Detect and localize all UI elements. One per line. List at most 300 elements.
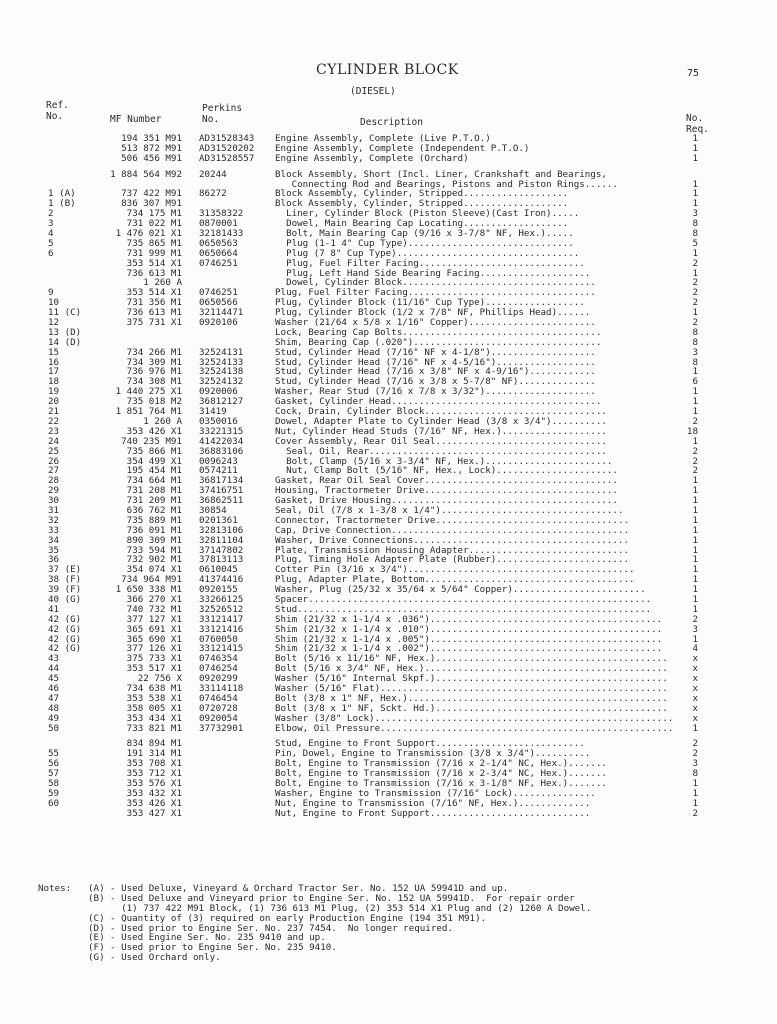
mf-number: 735 018 M2 (126, 396, 182, 408)
ref-number: 12 (48, 317, 60, 329)
quantity: x (692, 692, 698, 704)
description: Washer, Rear Stud (7/16 x 7/8 x 3/32").................... (275, 386, 596, 398)
note-key: (A) (88, 883, 105, 894)
quantity: 1 (692, 778, 698, 789)
header-ref-no: Ref. No. (46, 100, 69, 122)
quantity: 6 (692, 376, 698, 388)
ref-number: 23 (48, 425, 60, 437)
note-key: (G) (88, 952, 105, 964)
description: Washer (3/8" Lock)...................................................... (275, 712, 674, 724)
description: Plate, Transmission Housing Adapter............................. (275, 544, 630, 556)
mf-number: 377 126 X1 (126, 643, 182, 655)
mf-number: 734 175 M1 (126, 208, 182, 220)
ref-number: 20 (48, 396, 60, 408)
mf-number: 735 866 M1 (126, 445, 182, 457)
quantity: 1 (692, 504, 698, 516)
perkins-number: 30854 (199, 504, 227, 516)
page-title: CYLINDER BLOCK (316, 62, 459, 78)
quantity: 1 (692, 475, 698, 487)
mf-number: 354 499 X1 (126, 455, 182, 467)
mf-number: 1 440 275 X1 (115, 386, 182, 398)
mf-number: 734 308 M1 (126, 376, 182, 388)
perkins-number: 33121416 (199, 623, 244, 635)
perkins-number: 33114118 (199, 682, 244, 694)
perkins-number: 0746251 (199, 287, 238, 299)
description: Plug (1-1 4" Cup Type).............................. (275, 237, 574, 249)
ref-number: 29 (48, 485, 60, 497)
ref-number: 14 (D) (48, 336, 82, 348)
perkins-number: 0720728 (199, 702, 238, 714)
perkins-number: 33121417 (199, 613, 244, 625)
ref-number: 35 (48, 544, 60, 556)
ref-number: 60 (48, 797, 60, 809)
mf-number: 366 270 X1 (126, 593, 182, 605)
mf-number: 740 235 M91 (121, 435, 182, 447)
notes-label: Notes: (38, 883, 72, 894)
ref-number: 11 (C) (48, 307, 82, 319)
ref-number: 18 (48, 376, 60, 388)
mf-number: 1 476 021 X1 (115, 228, 182, 240)
perkins-number: 41374416 (199, 574, 244, 586)
quantity: x (692, 653, 698, 665)
perkins-number: 32524133 (199, 356, 244, 368)
description: Plug, Cylinder Block (1/2 x 7/8" NF, Phillips Head)...... (275, 307, 591, 319)
perkins-number: 37147802 (199, 544, 244, 556)
description: Nut, Clamp Bolt (5/16" NF, Hex., Lock)...................... (275, 465, 618, 477)
description: Shim (21/32 x 1-1/4 x .005").......................................... (275, 633, 663, 645)
quantity: 3 (692, 208, 698, 220)
header-description: Description (360, 117, 423, 128)
mf-number: 731 999 M1 (126, 247, 182, 259)
perkins-number: 32524138 (199, 366, 244, 378)
quantity: 1 (692, 133, 698, 144)
quantity: 3 (692, 623, 698, 635)
note-text: (1) 737 422 M91 Block, (1) 736 613 M1 Plug, (2) 353 514 X1 Plug and (2) 1260 A Dowel. (110, 902, 592, 914)
perkins-number: 37732901 (199, 722, 244, 734)
description: Washer (5/16" Flat).................................................... (275, 682, 668, 694)
mf-number: 731 022 M1 (126, 218, 182, 230)
quantity: 8 (692, 336, 698, 348)
mf-number: 22 756 X (137, 673, 182, 685)
perkins-number: 0574211 (199, 465, 238, 477)
mf-number: 736 976 M1 (126, 366, 182, 378)
quantity: 2 (692, 807, 698, 819)
mf-number: 506 456 M91 (121, 152, 182, 164)
quantity: x (692, 712, 698, 724)
quantity: 1 (692, 514, 698, 526)
quantity: 1 (692, 386, 698, 398)
mf-number: 513 872 M91 (121, 142, 182, 154)
perkins-number: 32114471 (199, 307, 244, 319)
perkins-number: 0610045 (199, 564, 238, 576)
quantity: 5 (692, 237, 698, 249)
ref-number: 28 (48, 475, 60, 487)
quantity: 1 (692, 396, 698, 408)
description: Cover Assembly, Rear Oil Seal............................... (275, 435, 607, 447)
mf-number: 834 894 M1 (126, 738, 182, 750)
mf-number: 1 851 764 M1 (115, 406, 182, 418)
mf-number: 365 691 X1 (126, 623, 182, 635)
quantity: 1 (692, 574, 698, 586)
quantity: 1 (692, 797, 698, 809)
quantity: 2 (692, 297, 698, 309)
ref-number: 21 (48, 406, 60, 418)
mf-number: 353 708 X1 (126, 758, 182, 770)
quantity: 2 (692, 287, 698, 299)
mf-number: 734 638 M1 (126, 682, 182, 694)
description: Engine Assembly, Complete (Independent P.T.O.) (275, 142, 530, 154)
header-qty: No. Req. (686, 113, 709, 135)
note-text: - Used Engine Ser. No. 235 9410 and up. (110, 932, 326, 944)
ref-number: 31 (48, 504, 60, 516)
note-key: (D) (88, 922, 105, 934)
header-mf-number: MF Number (110, 114, 162, 125)
ref-number: 44 (48, 663, 60, 675)
quantity: 8 (692, 228, 698, 240)
perkins-number: 32811104 (199, 534, 244, 546)
mf-number: 354 074 X1 (126, 564, 182, 576)
description: Washer, Drive Connections....................................... (275, 534, 630, 546)
mf-number: 735 865 M1 (126, 237, 182, 249)
mf-number: 736 613 M1 (126, 307, 182, 319)
quantity: 2 (692, 257, 698, 269)
perkins-number: AD31520202 (199, 142, 255, 154)
description: Washer (5/16" Internal Skpf.).......................................... (275, 673, 668, 685)
ref-number: 32 (48, 514, 60, 526)
ref-number: 57 (48, 768, 60, 780)
ref-number: 9 (48, 287, 54, 299)
mf-number: 734 266 M1 (126, 346, 182, 358)
quantity: 1 (692, 593, 698, 605)
quantity: 8 (692, 768, 698, 780)
perkins-number: 0746454 (199, 692, 238, 704)
description: Bolt, Engine to Transmission (7/16 x 2-3/4" NC, Hex.)....... (275, 768, 607, 780)
ref-number: 3 (48, 218, 54, 230)
perkins-number: 37416751 (199, 485, 244, 497)
ref-number: 30 (48, 495, 60, 507)
part-row (0, 809, 777, 819)
quantity: x (692, 702, 698, 714)
description: Seal, Oil (7/8 x 1-3/8 x 1/4")................................. (275, 504, 624, 516)
ref-number: 22 (48, 415, 60, 427)
mf-number: 731 208 M1 (126, 485, 182, 497)
quantity: 2 (692, 738, 698, 750)
ref-number: 6 (48, 247, 54, 259)
quantity: 1 (692, 198, 698, 210)
quantity: 3 (692, 346, 698, 358)
mf-number: 734 964 M91 (121, 574, 182, 586)
perkins-number: 0760050 (199, 633, 238, 645)
description: Plug, Left Hand Side Bearing Facing.................... (275, 267, 591, 279)
description: Dowel, Cylinder Block................................... (275, 277, 596, 289)
description: Bolt (5/16 x 3/4" NF, Hex.)............................................ (275, 663, 668, 675)
ref-number: 42 (G) (48, 613, 82, 625)
mf-number: 731 209 M1 (126, 495, 182, 507)
perkins-number: 0350016 (199, 415, 238, 427)
note-key: (E) (88, 932, 105, 944)
mf-number: 194 351 M91 (121, 133, 182, 144)
perkins-number: 36812127 (199, 396, 244, 408)
perkins-number: 36817134 (199, 475, 244, 487)
ref-number: 49 (48, 712, 60, 724)
mf-number: 353 514 X1 (126, 287, 182, 299)
description: Cap, Drive Connection........................................... (275, 524, 630, 536)
ref-number: 46 (48, 682, 60, 694)
description: Plug, Cylinder Block (11/16" Cup Type).................. (275, 297, 585, 309)
ref-number: 47 (48, 692, 60, 704)
description: Liner, Cylinder Block (Piston Sleeve)(Cast Iron)..... (275, 208, 580, 220)
quantity: 2 (692, 455, 698, 467)
quantity: x (692, 663, 698, 675)
ref-number: 45 (48, 673, 60, 685)
mf-number: 353 427 X1 (126, 807, 182, 819)
quantity: 1 (692, 247, 698, 259)
quantity: 1 (692, 722, 698, 734)
ref-number: 17 (48, 366, 60, 378)
mf-number: 836 307 M91 (121, 198, 182, 210)
perkins-number: 86272 (199, 188, 227, 200)
perkins-number: 0201361 (199, 514, 238, 526)
perkins-number: 0096243 (199, 455, 238, 467)
quantity: 2 (692, 277, 698, 289)
perkins-number: 32524131 (199, 346, 244, 358)
quantity: 1 (692, 152, 698, 164)
description: Bolt (3/8 x 1" NF, Hex.)............................................... (275, 692, 668, 704)
parts-list (0, 134, 777, 819)
quantity: 1 (692, 534, 698, 546)
quantity: 1 (692, 495, 698, 507)
description: Dowel, Main Bearing Cap Locating................... (275, 218, 569, 230)
quantity: 1 (692, 633, 698, 645)
description: Bolt (3/8 x 1" NF, Sckt. Hd.).......................................... (275, 702, 668, 714)
quantity: x (692, 682, 698, 694)
mf-number: 733 594 M1 (126, 544, 182, 556)
perkins-number: 33266125 (199, 593, 244, 605)
quantity: 2 (692, 613, 698, 625)
description: Stud, Engine to Front Support........................... (275, 738, 585, 750)
ref-number: 42 (G) (48, 623, 82, 635)
description: Bolt (5/16 x 11/16" NF, Hex.).......................................... (275, 653, 668, 665)
perkins-number: 33221315 (199, 425, 244, 437)
ref-number: 37 (E) (48, 564, 82, 576)
mf-number: 733 821 M1 (126, 722, 182, 734)
description: Block Assembly, Cylinder, Stripped................... (275, 198, 569, 210)
mf-number: 1 260 A (143, 277, 182, 289)
quantity: 2 (692, 748, 698, 760)
note-key: (F) (88, 942, 105, 954)
mf-number: 1 650 338 M1 (115, 584, 182, 596)
description: Nut, Engine to Transmission (7/16" NF, Hex.)............. (275, 797, 591, 809)
description: Shim (21/32 x 1-1/4 x .036").......................................... (275, 613, 663, 625)
description: Lock, Bearing Cap Bolts.................................... (275, 326, 602, 338)
ref-number: 33 (48, 524, 60, 536)
description: Bolt, Clamp (5/16 x 3-3/4" NF, Hex.)....................... (275, 455, 613, 467)
description: Stud, Cylinder Head (7/16" NF x 4-1/8")................... (275, 346, 596, 358)
perkins-number: 36862511 (199, 495, 244, 507)
quantity: 1 (692, 584, 698, 596)
mf-number: 353 432 X1 (126, 787, 182, 799)
description: Shim (21/32 x 1-1/4 x .002").......................................... (275, 643, 663, 655)
note-key: (B) (88, 892, 105, 904)
mf-number: 736 613 M1 (126, 267, 182, 279)
quantity: 1 (692, 554, 698, 566)
description: Bolt, Main Bearing Cap (9/16 x 3-7/8" NF, Hex.)..... (275, 228, 574, 240)
note-text: - Used prior to Engine Ser. No. 235 9410. (110, 942, 337, 954)
quantity: 1 (692, 178, 698, 190)
ref-number: 16 (48, 356, 60, 368)
description: Shim, Bearing Cap (.020").................................. (275, 336, 602, 348)
description: Plug, Adapter Plate, Bottom...................................... (275, 574, 635, 586)
quantity: 2 (692, 445, 698, 457)
description: Connecting Rod and Bearings, Pistons and Piston Rings...... (275, 178, 618, 190)
quantity: 1 (692, 142, 698, 154)
quantity: 1 (692, 188, 698, 200)
mf-number: 358 005 X1 (126, 702, 182, 714)
description: Housing, Tractormeter Drive................................... (275, 485, 618, 497)
quantity: 8 (692, 326, 698, 338)
description: Block Assembly, Cylinder, Stripped................... (275, 188, 569, 200)
description: Plug (7 8" Cup Type)................................. (275, 247, 580, 259)
quantity: 1 (692, 544, 698, 556)
description: Plug, Fuel Filter Facing.............................. (275, 257, 585, 269)
description: Stud................................................................ (275, 603, 652, 615)
part-row (0, 724, 777, 734)
mf-number: 1 260 A (143, 415, 182, 427)
ref-number: 4 (48, 228, 54, 240)
description: Washer, Plug (25/32 x 35/64 x 5/64" Copper)........................ (275, 584, 646, 596)
description: Gasket, Rear Oil Seal Cover................................... (275, 475, 618, 487)
perkins-number: 33121415 (199, 643, 244, 655)
ref-number: 19 (48, 386, 60, 398)
quantity: 8 (692, 356, 698, 368)
perkins-number: 0920054 (199, 712, 238, 724)
description: Gasket, Cylinder Head...................................... (275, 396, 602, 408)
description: Elbow, Oil Pressure..................................................... (275, 722, 674, 734)
description: Pin, Dowel, Engine to Transmission (3/8 x 3/4").......... (275, 748, 591, 760)
description: Plug, Fuel Filter Facing.................................. (275, 287, 596, 299)
perkins-number: 20244 (199, 168, 227, 180)
note-text: - Used Deluxe and Vineyard prior to Engine Ser. No. 152 UA 59941D. For repair order (110, 892, 575, 904)
perkins-number: 37813113 (199, 554, 244, 566)
description: Nut, Engine to Front Support............................. (275, 807, 591, 819)
description: Spacer.............................................................. (275, 593, 652, 605)
description: Block Assembly, Short (Incl. Liner, Crankshaft and Bearings, (275, 168, 607, 180)
ref-number: 39 (F) (48, 584, 82, 596)
quantity: 1 (692, 524, 698, 536)
description: Gasket, Drive Housing......................................... (275, 495, 618, 507)
ref-number: 38 (F) (48, 574, 82, 586)
perkins-number: 31419 (199, 406, 227, 418)
quantity: 1 (692, 485, 698, 497)
quantity: 1 (692, 787, 698, 799)
ref-number: 40 (G) (48, 593, 82, 605)
perkins-number: 41422034 (199, 435, 244, 447)
mf-number: 353 434 X1 (126, 712, 182, 724)
mf-number: 737 422 M91 (121, 188, 182, 200)
ref-number: 1 (A) (48, 188, 76, 200)
note-text: - Used Deluxe, Vineyard & Orchard Tractor Ser. No. 152 UA 59941D and up. (110, 883, 509, 894)
description: Stud, Cylinder Head (7/16 x 3/8" NF x 4-9/16")............ (275, 366, 596, 378)
description: Stud, Cylinder Head (7/16 x 3/8 x 5-7/8" NF).............. (275, 376, 596, 388)
description: Bolt, Engine to Transmission (7/16 x 3-1/8" NF, Hex.)....... (275, 778, 607, 789)
perkins-number: 0746251 (199, 257, 238, 269)
part-row (0, 154, 777, 164)
quantity: 2 (692, 317, 698, 329)
header-perkins-no: Perkins No. (202, 103, 243, 125)
description: Cotter Pin (3/16 x 3/4")......................................... (275, 564, 635, 576)
quantity: 2 (692, 415, 698, 427)
ref-number: 58 (48, 778, 60, 789)
mf-number: 734 309 M1 (126, 356, 182, 368)
mf-number: 353 517 X1 (126, 663, 182, 675)
mf-number: 736 091 M1 (126, 524, 182, 536)
ref-number: 55 (48, 748, 60, 760)
mf-number: 353 538 X1 (126, 692, 182, 704)
description: Bolt, Engine to Transmission (7/16 x 2-1/4" NC, Hex.)....... (275, 758, 607, 770)
description: Washer (21/64 x 5/8 x 1/16" Copper)....................... (275, 317, 596, 329)
quantity: x (692, 673, 698, 685)
perkins-number: 0650563 (199, 237, 238, 249)
note-text: - Used prior to Engine Ser. No. 237 7454. No longer required. (110, 922, 453, 934)
perkins-number: 0870001 (199, 218, 238, 230)
perkins-number: 32813106 (199, 524, 244, 536)
perkins-number: 36883106 (199, 445, 244, 457)
ref-number: 5 (48, 237, 54, 249)
quantity: 1 (692, 564, 698, 576)
ref-number: 50 (48, 722, 60, 734)
ref-number: 42 (G) (48, 633, 82, 645)
perkins-number: 0920106 (199, 317, 238, 329)
mf-number: 353 712 X1 (126, 768, 182, 780)
mf-number: 731 356 M1 (126, 297, 182, 309)
perkins-number: 32181433 (199, 228, 244, 240)
quantity: 1 (692, 603, 698, 615)
description: Dowel, Adapter Plate to Cylinder Head (3/8 x 3/4").......... (275, 415, 607, 427)
perkins-number: 0746254 (199, 663, 238, 675)
mf-number: 636 762 M1 (126, 504, 182, 516)
description: Seal, Oil, Rear........................................... (275, 445, 607, 457)
page-subtitle: (DIESEL) (350, 86, 396, 97)
ref-number: 13 (D) (48, 326, 82, 338)
perkins-number: 31358322 (199, 208, 244, 220)
ref-number: 25 (48, 445, 60, 457)
quantity: 1 (692, 435, 698, 447)
mf-number: 377 127 X1 (126, 613, 182, 625)
quantity: 1 (692, 307, 698, 319)
quantity: 18 (686, 425, 698, 437)
mf-number: 890 309 M1 (126, 534, 182, 546)
ref-number: 34 (48, 534, 60, 546)
mf-number: 735 889 M1 (126, 514, 182, 526)
ref-number: 56 (48, 758, 60, 770)
perkins-number: 0920006 (199, 386, 238, 398)
quantity: 1 (692, 406, 698, 418)
mf-number: 353 426 X1 (126, 425, 182, 437)
ref-number: 15 (48, 346, 60, 358)
ref-number: 2 (48, 208, 54, 220)
mf-number: 353 426 X1 (126, 797, 182, 809)
description: Engine Assembly, Complete (Live P.T.O.) (275, 133, 491, 144)
perkins-number: AD31528557 (199, 152, 255, 164)
ref-number: 41 (48, 603, 60, 615)
mf-number: 365 690 X1 (126, 633, 182, 645)
quantity: 2 (692, 465, 698, 477)
description: Nut, Cylinder Head Studs (7/16" NF, Hex.)................... (275, 425, 607, 437)
ref-number: 43 (48, 653, 60, 665)
note-text: - Used Orchard only. (110, 952, 221, 964)
perkins-number: 32524132 (199, 376, 244, 388)
quantity: 1 (692, 267, 698, 279)
